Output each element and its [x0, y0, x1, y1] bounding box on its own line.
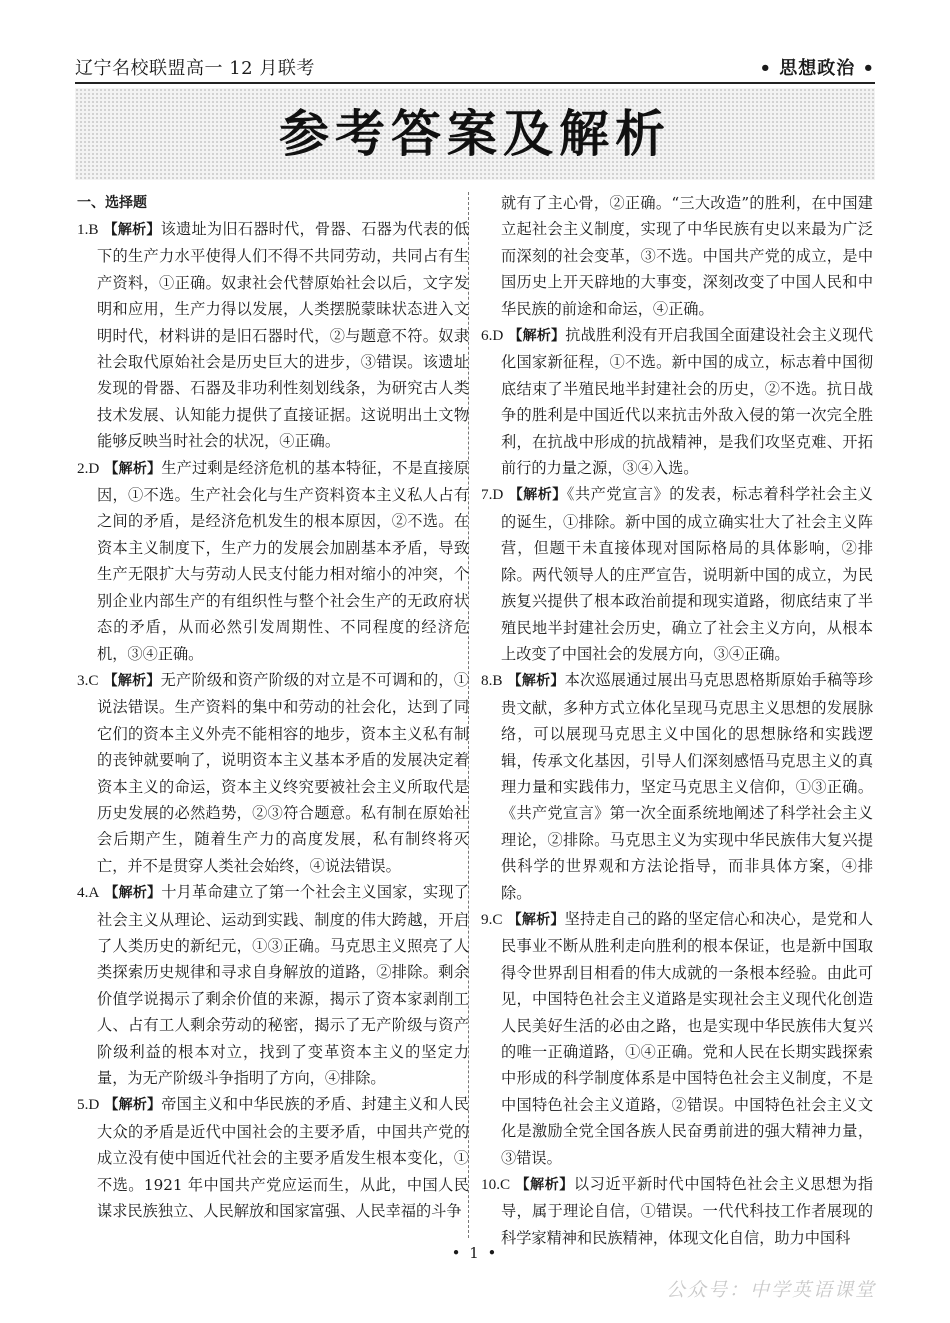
- answer-number: 9.: [481, 910, 493, 928]
- answer-continuation: 就有了主心骨，②正确。“三大改造”的胜利，在中国建立起社会主义制度，实现了中华民族有史以来最为广泛而深刻的社会变革，③不选。中国共产党的成立，是中国历史上开天辟地的大事变，深刻改变了中国人民和中华民族的前途和命运，④正确。: [501, 194, 873, 318]
- answer-letter: B: [492, 672, 503, 690]
- analysis-text: 无产阶级和资产阶级的对立是不可调和的，①说法错误。生产资料的集中和劳动的社会化，达到了同它们的资本主义外壳不能相容的地步，资本主义私有制的丧钟就要响了，说明资本主义基本矛盾的发展决定着资本主义的命运，资本主义终究要被社会主义所取代是历史发展的必然趋势，②③符合题意。私有制在原始社会后期产生，随着生产力的高度发展，私有制终将灭亡，并不是贯穿人类社会始终，④说法错误。: [97, 670, 470, 875]
- analysis-tag: 【解析】: [103, 222, 161, 238]
- answer-item: [481, 322, 873, 481]
- left-column: [77, 190, 469, 1238]
- answer-number: 3.: [77, 671, 89, 689]
- answer-key-title: 参考答案及解析: [279, 105, 671, 163]
- analysis-text: 以习近平新时代中国特色社会主义思想为指导，属于理论自信，①错误。一代代科技工作者展现的科学家精神和民族精神，体现文化自信，助力中国科: [501, 1175, 874, 1247]
- title-banner: [75, 88, 875, 180]
- subject-label: • 思想政治 •: [759, 58, 875, 79]
- answer-item: [77, 216, 469, 455]
- watermark-text: 公众号：中学英语课堂: [665, 1279, 876, 1301]
- answer-letter: C: [492, 910, 503, 928]
- analysis-tag: 【解析】: [507, 673, 565, 690]
- answer-number: 6.: [481, 327, 493, 345]
- answer-letter: C: [499, 1176, 511, 1194]
- analysis-tag: 【解析】: [104, 1097, 162, 1114]
- answer-number: 4.: [77, 884, 89, 902]
- analysis-text: 帝国主义和中华民族的矛盾、封建主义和人民大众的矛盾是近代中国社会的主要矛盾，中国共产党的成立没有使中国近代社会的主要矛盾发生根本变化，①不选。1921 年中国共产党应运而生，从此，中国人民谋求民族独立、人民解放和国家富强、人民幸福的斗争: [97, 1095, 470, 1221]
- answer-number: 7.: [481, 486, 493, 504]
- analysis-tag: 【解析】: [103, 672, 161, 689]
- section-title: 一、选择题: [77, 195, 147, 211]
- exam-title: 辽宁名校联盟高一 12 月联考: [75, 58, 315, 79]
- answer-number: 5.: [77, 1096, 89, 1114]
- page-number: • 1 •: [451, 1244, 499, 1262]
- answer-item: [481, 906, 873, 1171]
- analysis-tag: 【解析】: [515, 1177, 574, 1194]
- answer-letter: C: [88, 671, 99, 689]
- analysis-text: 本次巡展通过展出马克思恩格斯原始手稿等珍贵文献，多种方式立体化呈现马克思主义思想的发展脉络，可以展现马克思主义中国化的思想脉络和实践逻辑，传承文化基因，引导人们深刻感悟马克思主义的真理力量和实践伟力，坚定马克思主义信仰，①③正确。《共产党宣言》第一次全面系统地阐述了科学社会主义理论，②排除。马克思主义为实现中华民族伟大复兴提供科学的世界观和方法论指导，而非具体方案，④排除。: [501, 671, 874, 902]
- answer-number: 1.: [77, 221, 89, 238]
- analysis-text: 生产过剩是经济危机的基本特征，不是直接原因，①不选。生产社会化与生产资料资本主义私人占有之间的矛盾，是经济危机发生的根本原因，②不选。在资本主义制度下，生产力的发展会加剧基本矛盾，导致生产无限扩大与劳动人民支付能力相对缩小的冲突，个别企业内部生产的有组织性与整个社会生产的无政府状态的矛盾，从而必然引发周期性、不同程度的经济危机，③④正确。: [97, 458, 470, 663]
- answer-item: [77, 1091, 469, 1224]
- answer-number: 10.: [481, 1176, 500, 1194]
- answer-item: [77, 455, 469, 667]
- analysis-tag: 【解析】: [104, 460, 162, 477]
- answer-letter: B: [88, 221, 99, 238]
- answer-item: [481, 481, 873, 667]
- answer-letter: D: [492, 486, 504, 504]
- answer-letter: D: [88, 459, 100, 477]
- analysis-tag: 【解析】: [104, 885, 162, 902]
- analysis-text: 抗战胜利没有开启我国全面建设社会主义现代化国家新征程，①不选。新中国的成立，标志着中国彻底结束了半殖民地半封建社会的历史，②不选。抗日战争的胜利是中国近代以来抗击外敌入侵的第一次完全胜利，在抗战中形成的抗战精神，是我们攻坚克难、开拓前行的力量之源，③④入选。: [501, 326, 874, 478]
- right-column: [481, 190, 874, 1247]
- analysis-tag: 【解析】: [508, 487, 567, 504]
- analysis-text: 十月革命建立了第一个社会主义国家，实现了社会主义从理论、运动到实践、制度的伟大跨越，开启了人类历史的新纪元，①③正确。马克思主义照亮了人类探索历史规律和寻求自身解放的道路，②排除。剩余价值学说揭示了剩余价值的来源，揭示了资本家剥削工人、占有工人剩余劳动的秘密，揭示了无产阶级与资产阶级利益的根本对立，找到了变革资本主义的坚定力量，为无产阶级斗争指明了方向，④排除。: [97, 883, 470, 1087]
- answer-item: [481, 667, 873, 906]
- analysis-text: 《共产党宣言》的发表，标志着科学社会主义的诞生，①排除。新中国的成立确实壮大了社会主义阵营，但题干未直接体现对国际格局的具体影响，②排除。两代领导人的庄严宣告，说明新中国的成立，为民族复兴提供了根本政治前提和现实道路，彻底结束了半殖民地半封建社会历史，确立了社会主义方向，从根本上改变了中国社会的发展方向，③④正确。: [501, 485, 873, 663]
- analysis-text: 坚持走自己的路的坚定信心和决心，是党和人民事业不断从胜利走向胜利的根本保证，也是新中国取得令世界刮目相看的伟大成就的一条根本经验。由此可见，中国特色社会主义道路是实现社会主义现代化创造人民美好生活的必由之路，也是实现中华民族伟大复兴的唯一正确道路，①④正确。党和人民在长期实践探索中形成的科学制度体系是中国特色社会主义制度，不是中国特色社会主义道路，②错误。中国特色社会主义文化是激励全党全国各族人民奋勇前进的强大精神力量，③错误。: [501, 909, 874, 1167]
- analysis-text: 该遗址为旧石器时代，骨器、石器为代表的低下的生产力水平使得人们不得不共同劳动，共同占有生产资料，①正确。奴隶社会代替原始社会以后，文字发明和应用，生产力得以发展，人类摆脱蒙昧状态进入文明时代，材料讲的是旧石器时代，②与题意不符。奴隶社会取代原始社会是历史巨大的进步，③错误。该遗址发现的骨器、石器及非功利性刻划线条，为研究古人类技术发展、认知能力提供了直接证据。这说明出土文物能够反映当时社会的状况，④正确。: [97, 220, 470, 451]
- answer-number: 8.: [481, 672, 493, 690]
- page-header: [75, 50, 875, 84]
- answer-letter: D: [88, 1096, 100, 1114]
- answer-letter: D: [492, 327, 504, 345]
- answer-item: [77, 667, 469, 879]
- answer-letter: A: [88, 884, 100, 902]
- answer-item: [481, 1171, 873, 1251]
- analysis-tag: 【解析】: [508, 328, 566, 345]
- analysis-tag: 【解析】: [507, 911, 565, 928]
- answer-item: [77, 879, 469, 1091]
- answer-number: 2.: [77, 459, 89, 477]
